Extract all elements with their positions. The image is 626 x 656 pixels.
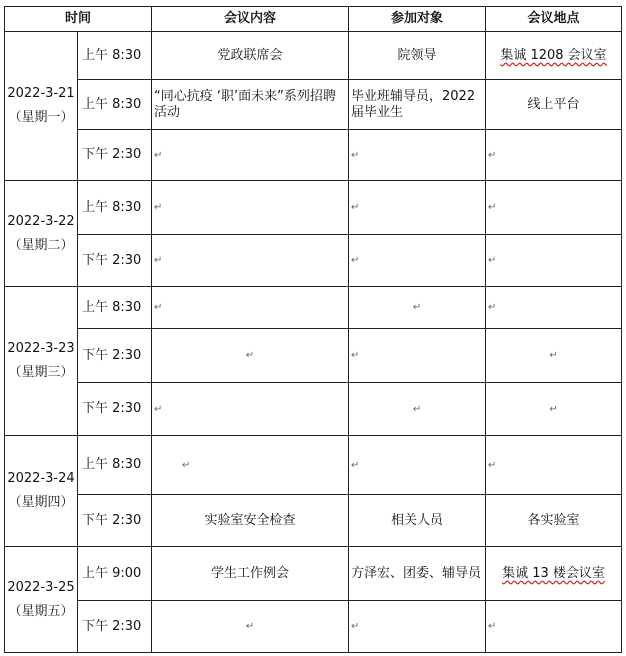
location-cell	[486, 436, 622, 495]
paragraph-mark: ↵	[549, 403, 558, 415]
time-cell: 上午 8:30	[78, 287, 152, 329]
content-cell	[152, 383, 349, 436]
time-cell: 下午 2:30	[78, 601, 152, 653]
time-cell: 上午 8:30	[78, 181, 152, 235]
content-cell	[152, 287, 349, 329]
paragraph-mark: ↵	[351, 202, 360, 213]
paragraph-mark: ↵	[549, 350, 558, 361]
day-date: 2022-3-22	[7, 213, 75, 229]
paragraph-mark: ↵	[488, 149, 497, 161]
paragraph-mark: ↵	[412, 403, 422, 415]
table-row	[5, 329, 622, 383]
location-text: 集诚 13 楼会议室	[502, 565, 605, 581]
table-row	[5, 495, 622, 547]
content-cell: 实验室安全检查	[152, 495, 349, 547]
day-date: 2022-3-24	[7, 471, 75, 486]
attendees-cell	[349, 601, 486, 653]
table-row	[5, 235, 622, 287]
time-cell: 下午 2:30	[78, 329, 152, 383]
table-row	[5, 547, 622, 601]
header-attendees: 参加对象	[349, 7, 486, 32]
paragraph-mark: ↵	[245, 621, 255, 632]
header-location: 会议地点	[486, 7, 622, 32]
time-cell: 下午 2:30	[78, 383, 152, 436]
day-date: 2022-3-25	[7, 579, 75, 595]
paragraph-mark: ↵	[351, 255, 360, 266]
time-cell: 下午 2:30	[78, 235, 152, 287]
table-row	[5, 436, 622, 495]
day-cell	[5, 181, 78, 287]
content-cell: 党政联席会	[152, 32, 349, 80]
day-cell	[5, 287, 78, 436]
location-cell	[486, 383, 622, 436]
location-cell	[486, 235, 622, 287]
day-weekday: （星期一）	[8, 110, 74, 125]
location-cell	[486, 287, 622, 329]
paragraph-mark: ↵	[154, 302, 163, 313]
paragraph-mark: ↵	[154, 255, 163, 266]
paragraph-mark: ↵	[351, 350, 360, 361]
paragraph-mark: ↵	[351, 621, 360, 632]
content-cell	[152, 181, 349, 235]
header-time: 时间	[5, 7, 152, 32]
location-cell	[486, 32, 622, 80]
location-cell: 线上平台	[486, 80, 622, 130]
time-cell: 上午 8:30	[78, 80, 152, 130]
schedule-table	[4, 6, 622, 653]
location-cell	[486, 601, 622, 653]
day-weekday: （星期五）	[8, 603, 74, 619]
location-text: 集诚 1208 会议室	[500, 47, 607, 63]
table-row	[5, 383, 622, 436]
table-row	[5, 32, 622, 80]
attendees-cell	[349, 383, 486, 436]
attendees-cell	[349, 329, 486, 383]
paragraph-mark: ↵	[412, 302, 422, 313]
content-cell	[152, 329, 349, 383]
content-cell	[152, 235, 349, 287]
content-cell: “同心抗疫 ‘职’面未来”系列招聘活动	[152, 80, 349, 130]
attendees-cell: 毕业班辅导员，2022 届毕业生	[349, 80, 486, 130]
paragraph-mark: ↵	[488, 302, 497, 313]
time-cell: 上午 8:30	[78, 436, 152, 495]
table-row	[5, 80, 622, 130]
header-row	[5, 7, 622, 32]
time-cell: 下午 2:30	[78, 495, 152, 547]
paragraph-mark: ↵	[182, 459, 191, 471]
attendees-cell	[349, 287, 486, 329]
paragraph-mark: ↵	[351, 459, 360, 471]
location-cell	[486, 547, 622, 601]
paragraph-mark: ↵	[245, 350, 255, 361]
attendees-cell	[349, 235, 486, 287]
day-weekday: （星期三）	[8, 365, 74, 380]
paragraph-mark: ↵	[488, 459, 497, 471]
table-row	[5, 601, 622, 653]
day-cell	[5, 547, 78, 653]
paragraph-mark: ↵	[351, 149, 360, 161]
header-content: 会议内容	[152, 7, 349, 32]
content-cell	[152, 436, 349, 495]
location-cell: 各实验室	[486, 495, 622, 547]
day-date: 2022-3-21	[7, 86, 75, 101]
day-cell	[5, 32, 78, 181]
time-cell: 上午 9:00	[78, 547, 152, 601]
table-row	[5, 130, 622, 181]
table-row	[5, 287, 622, 329]
day-date: 2022-3-23	[7, 341, 75, 356]
content-cell	[152, 130, 349, 181]
paragraph-mark: ↵	[488, 621, 497, 632]
content-cell: 学生工作例会	[152, 547, 349, 601]
location-cell	[486, 181, 622, 235]
time-cell: 下午 2:30	[78, 130, 152, 181]
day-cell	[5, 436, 78, 547]
paragraph-mark: ↵	[154, 403, 163, 415]
attendees-cell	[349, 436, 486, 495]
location-cell	[486, 329, 622, 383]
attendees-cell: 方泽宏、团委、辅导员	[349, 547, 486, 601]
attendees-cell: 院领导	[349, 32, 486, 80]
location-cell	[486, 130, 622, 181]
paragraph-mark: ↵	[488, 255, 497, 266]
content-cell	[152, 601, 349, 653]
day-weekday: （星期二）	[8, 237, 74, 253]
table-row	[5, 181, 622, 235]
paragraph-mark: ↵	[154, 202, 163, 213]
paragraph-mark: ↵	[154, 149, 163, 161]
attendees-cell	[349, 130, 486, 181]
paragraph-mark: ↵	[488, 202, 497, 213]
time-cell: 上午 8:30	[78, 32, 152, 80]
attendees-cell: 相关人员	[349, 495, 486, 547]
attendees-cell	[349, 181, 486, 235]
day-weekday: （星期四）	[8, 495, 74, 510]
